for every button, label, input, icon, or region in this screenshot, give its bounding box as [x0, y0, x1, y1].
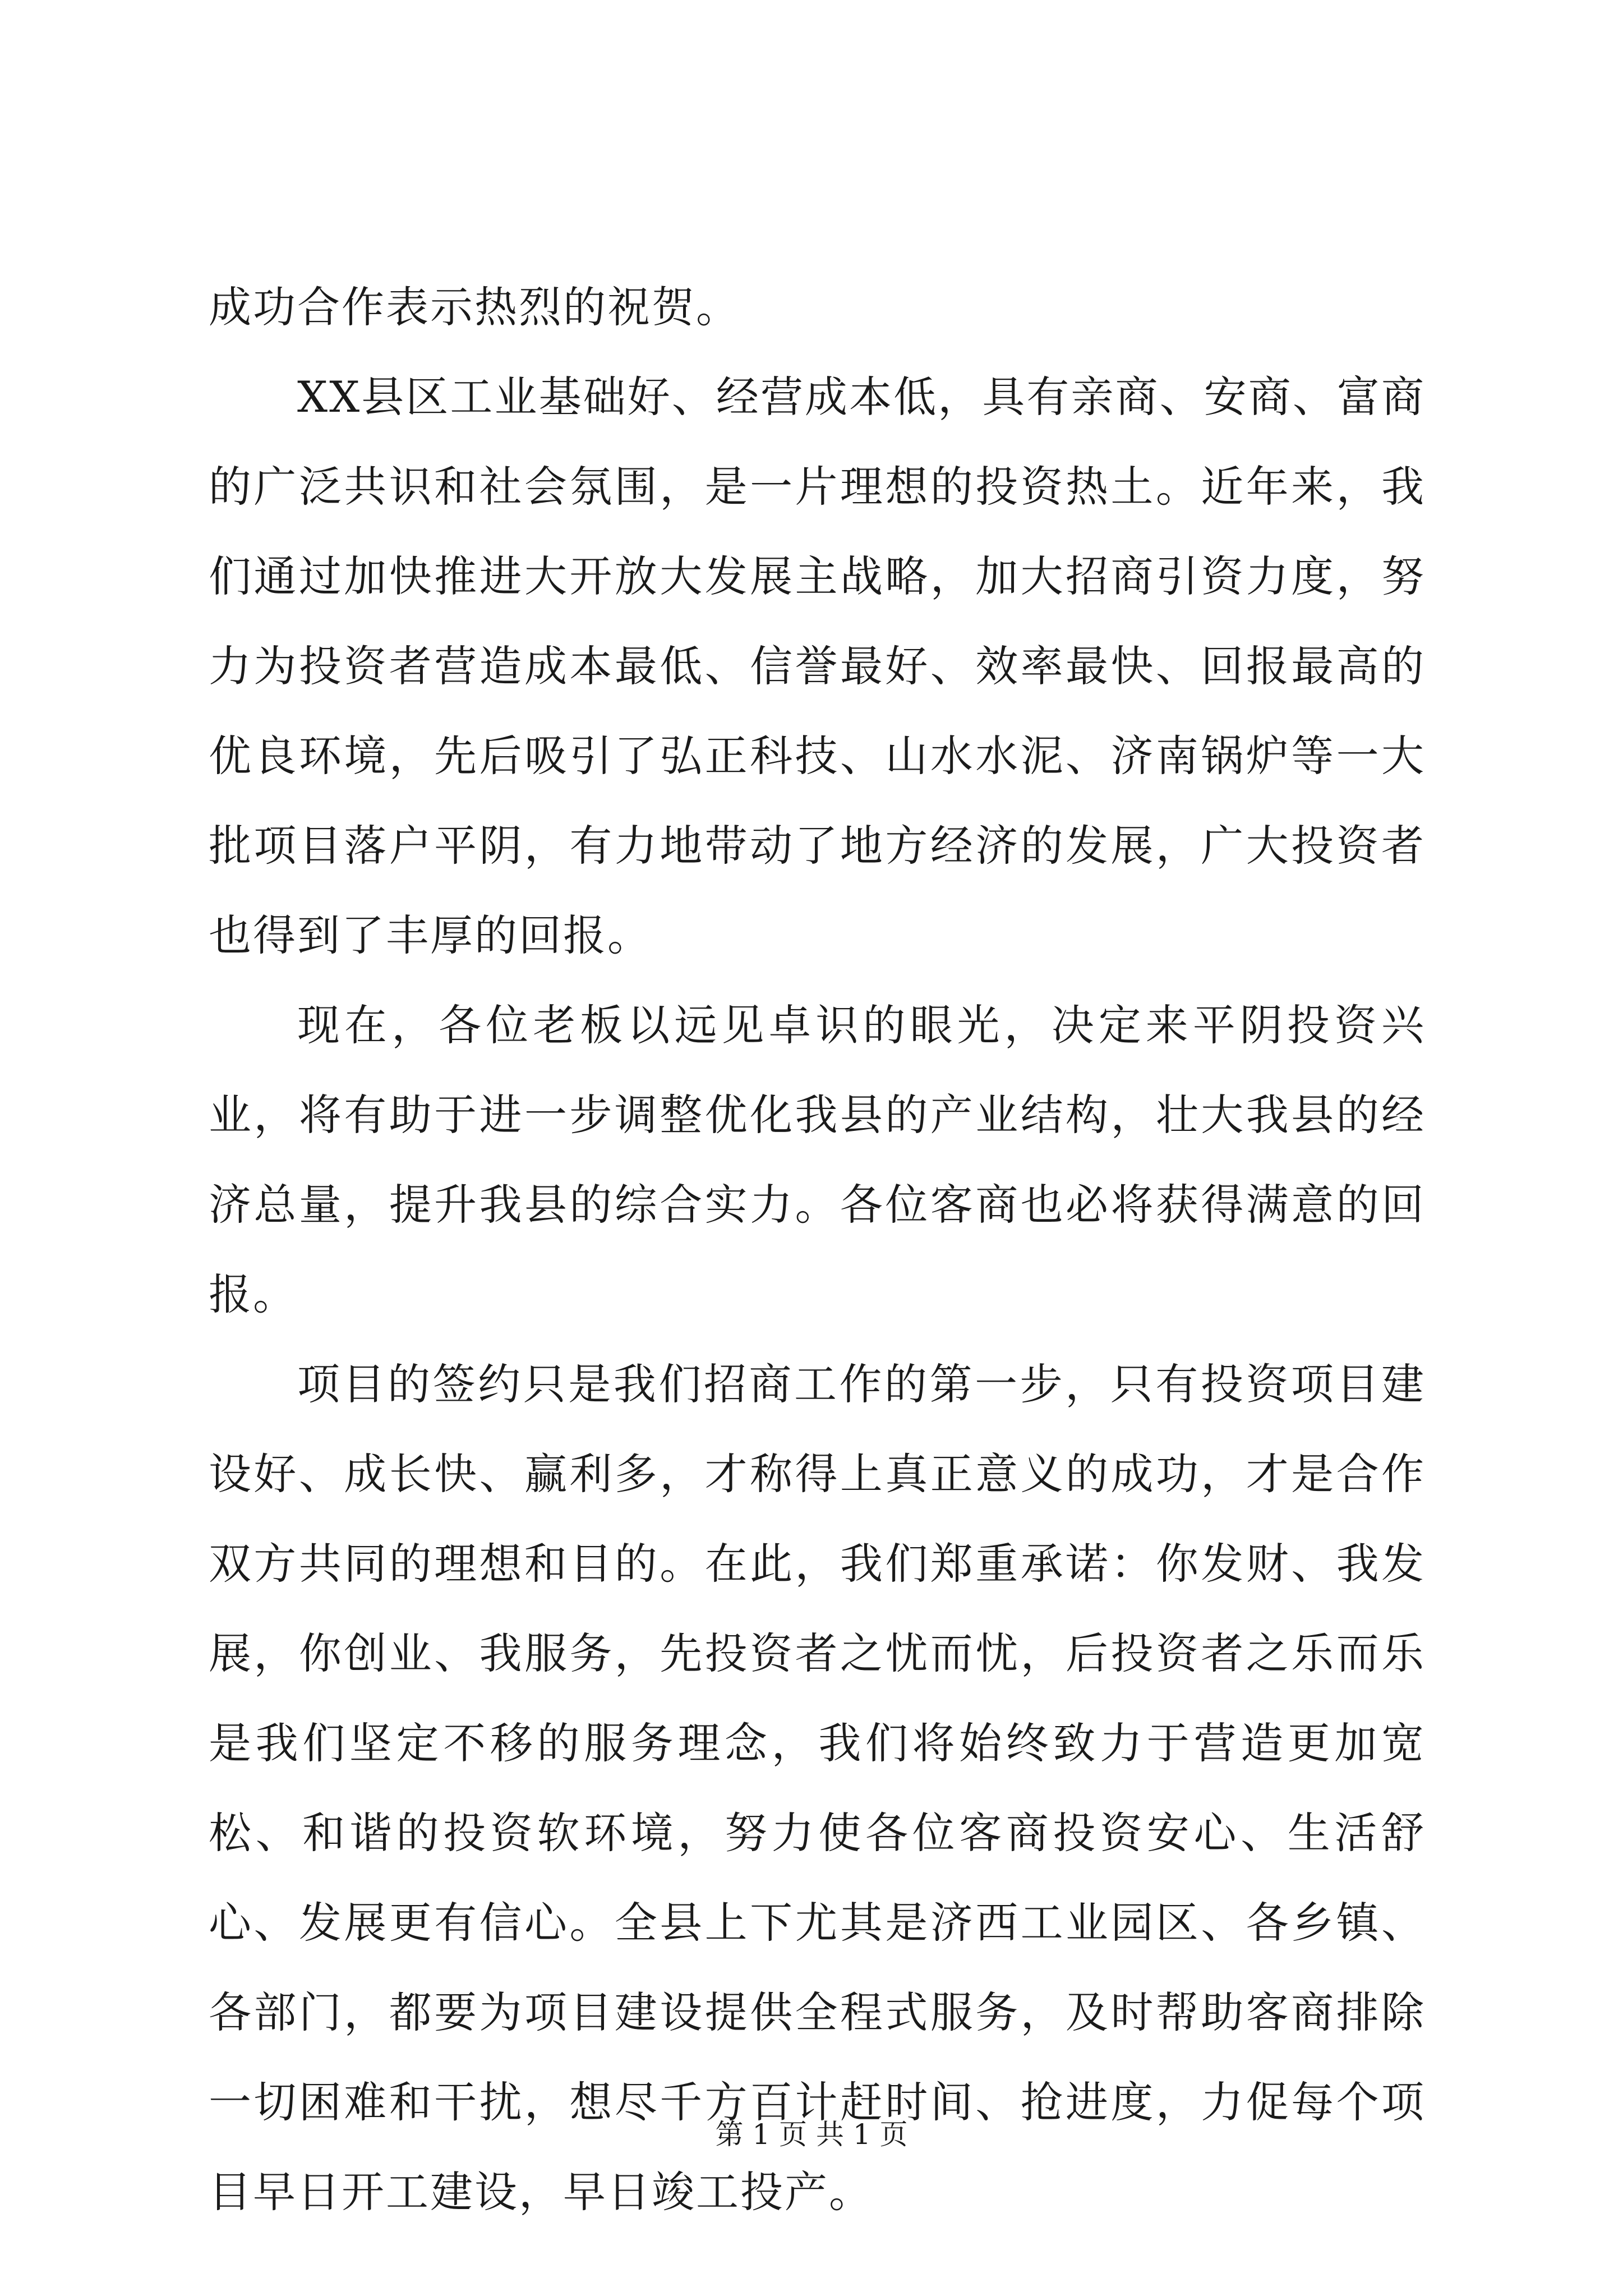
- paragraph-1: 成功合作表示热烈的祝贺。: [209, 282, 740, 332]
- page-footer: 第 1 页 共 1 页: [715, 2118, 908, 2151]
- paragraph-3: 现在，各位老板以远见卓识的眼光，决定来平阴投资兴业，将有助于进一步调整优化我县的产业结构，壮大我县的经济总量，提升我县的综合实力。各位客商也必将获得满意的回报。: [209, 1000, 1426, 1319]
- document-body: [209, 263, 1426, 2237]
- paragraph-2: XX县区工业基础好、经营成本低，具有亲商、安商、富商的广泛共识和社会氛围，是一片理想的投资热土。近年来，我们通过加快推进大开放大发展主战略，加大招商引资力度，努力为投资者营造成本最低、信誉最好、效率最快、回报最高的优良环境，先后吸引了弘正科技、山水水泥、济南锅炉等一大批项目落户平阴，有力地带动了地方经济的发展，广大投资者也得到了丰厚的回报。: [209, 372, 1426, 960]
- paragraph-4: 项目的签约只是我们招商工作的第一步，只有投资项目建设好、成长快、赢利多，才称得上真正意义的成功，才是合作双方共同的理想和目的。在此，我们郑重承诺：你发财、我发展，你创业、我服务，先投资者之忧而忧，后投资者之乐而乐是我们坚定不移的服务理念，我们将始终致力于营造更加宽松、和谐的投资软环境，努力使各位客商投资安心、生活舒心、发展更有信心。全县上下尤其是济西工业园区、各乡镇、各部门，都要为项目建设提供全程式服务，及时帮助客商排除一切困难和干扰，想尽千方百计赶时间、抢进度，力促每个项目早日开工建设，早日竣工投产。: [209, 1359, 1426, 2217]
